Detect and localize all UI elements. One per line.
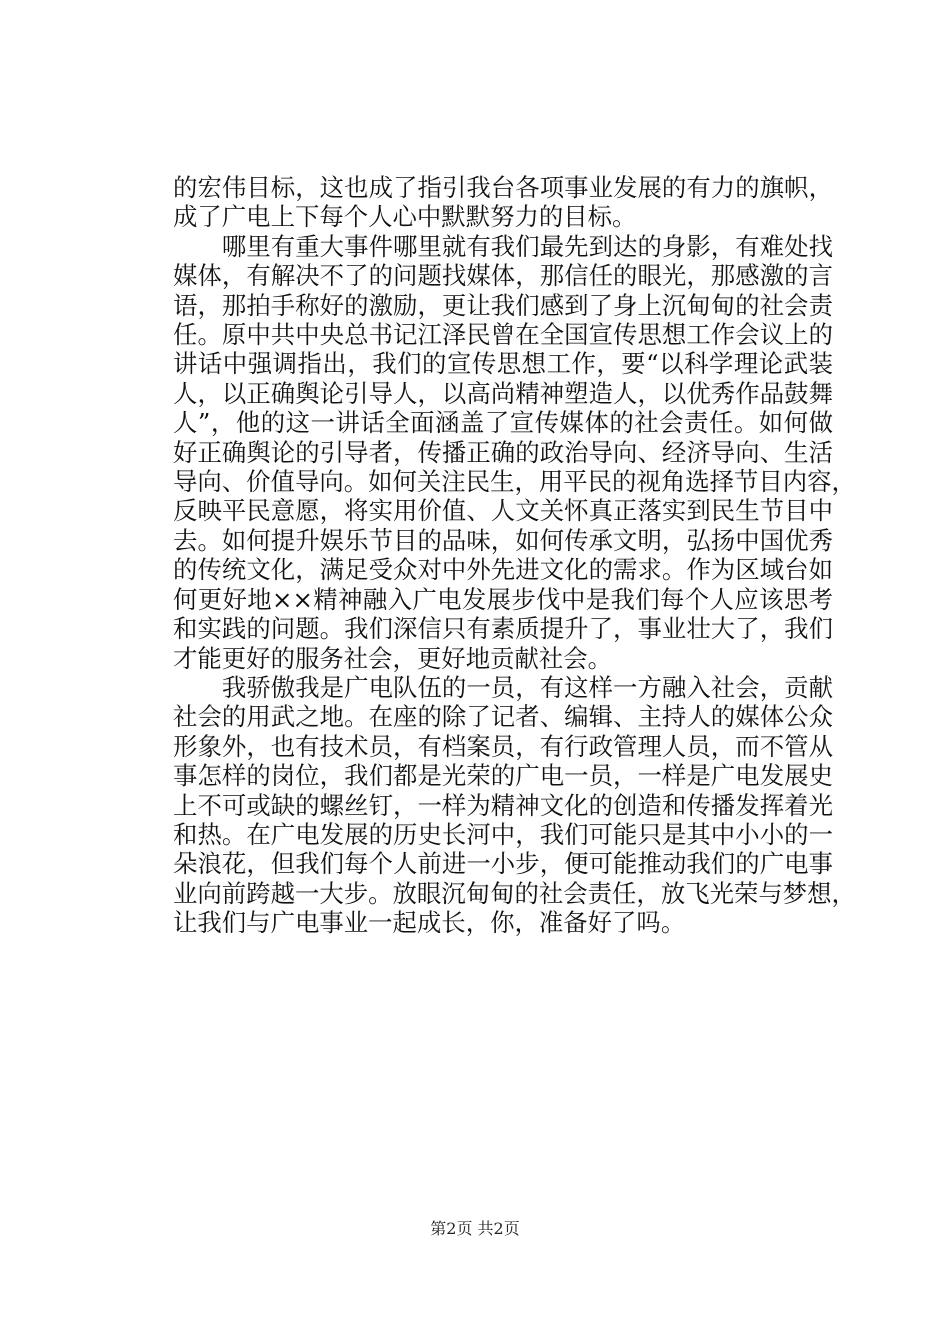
text-line: 导向、价值导向。如何关注民生，用平民的视角选择节目内容， — [173, 467, 856, 497]
text-line: 语，那拍手称好的激励，更让我们感到了身上沉甸甸的社会责 — [173, 290, 833, 320]
text-line: 成了广电上下每个人心中默默努力的目标。 — [173, 202, 637, 232]
text-line: 哪里有重大事件哪里就有我们最先到达的身影，有难处找 — [173, 231, 833, 261]
text-line: 反映平民意愿，将实用价值、人文关怀真正落实到民生节目中 — [173, 496, 833, 526]
text-line: 让我们与广电事业一起成长，你，准备好了吗。 — [173, 908, 686, 938]
page-footer: 第2页 共2页 — [430, 1219, 520, 1238]
text-line: 社会的用武之地。在座的除了记者、编辑、主持人的媒体公众 — [173, 702, 833, 732]
body-text — [173, 173, 856, 938]
text-line: 人”，他的这一讲话全面涵盖了宣传媒体的社会责任。如何做 — [173, 408, 833, 438]
text-line: 上不可或缺的螺丝钉，一样为精神文化的创造和传播发挥着光 — [173, 790, 833, 820]
text-line: 的宏伟目标，这也成了指引我台各项事业发展的有力的旗帜， — [173, 173, 833, 202]
text-line: 去。如何提升娱乐节目的品味，如何传承文明，弘扬中国优秀 — [173, 525, 833, 555]
text-line: 事怎样的岗位，我们都是光荣的广电一员，一样是广电发展史 — [173, 761, 833, 791]
text-line: 业向前跨越一大步。放眼沉甸甸的社会责任，放飞光荣与梦想， — [173, 878, 856, 908]
text-line: 的传统文化，满足受众对中外先进文化的需求。作为区域台如 — [173, 555, 833, 585]
text-line: 何更好地××精神融入广电发展步伐中是我们每个人应该思考 — [173, 584, 833, 614]
text-line: 和实践的问题。我们深信只有素质提升了，事业壮大了，我们 — [173, 614, 833, 644]
text-line: 才能更好的服务社会，更好地贡献社会。 — [173, 643, 613, 673]
text-line: 我骄傲我是广电队伍的一员，有这样一方融入社会，贡献 — [173, 672, 833, 702]
text-line: 和热。在广电发展的历史长河中，我们可能只是其中小小的一 — [173, 819, 833, 849]
text-line: 任。原中共中央总书记江泽民曾在全国宣传思想工作会议上的 — [173, 320, 833, 350]
text-line: 媒体，有解决不了的问题找媒体，那信任的眼光，那感激的言 — [173, 261, 833, 291]
text-line: 讲话中强调指出，我们的宣传思想工作，要“以科学理论武装 — [173, 349, 833, 379]
text-line: 形象外，也有技术员，有档案员，有行政管理人员，而不管从 — [173, 731, 833, 761]
text-line: 好正确舆论的引导者，传播正确的政治导向、经济导向、生活 — [173, 437, 833, 467]
text-line: 人，以正确舆论引导人，以高尚精神塑造人，以优秀作品鼓舞 — [173, 378, 833, 408]
text-line: 朵浪花，但我们每个人前进一小步，便可能推动我们的广电事 — [173, 849, 833, 879]
